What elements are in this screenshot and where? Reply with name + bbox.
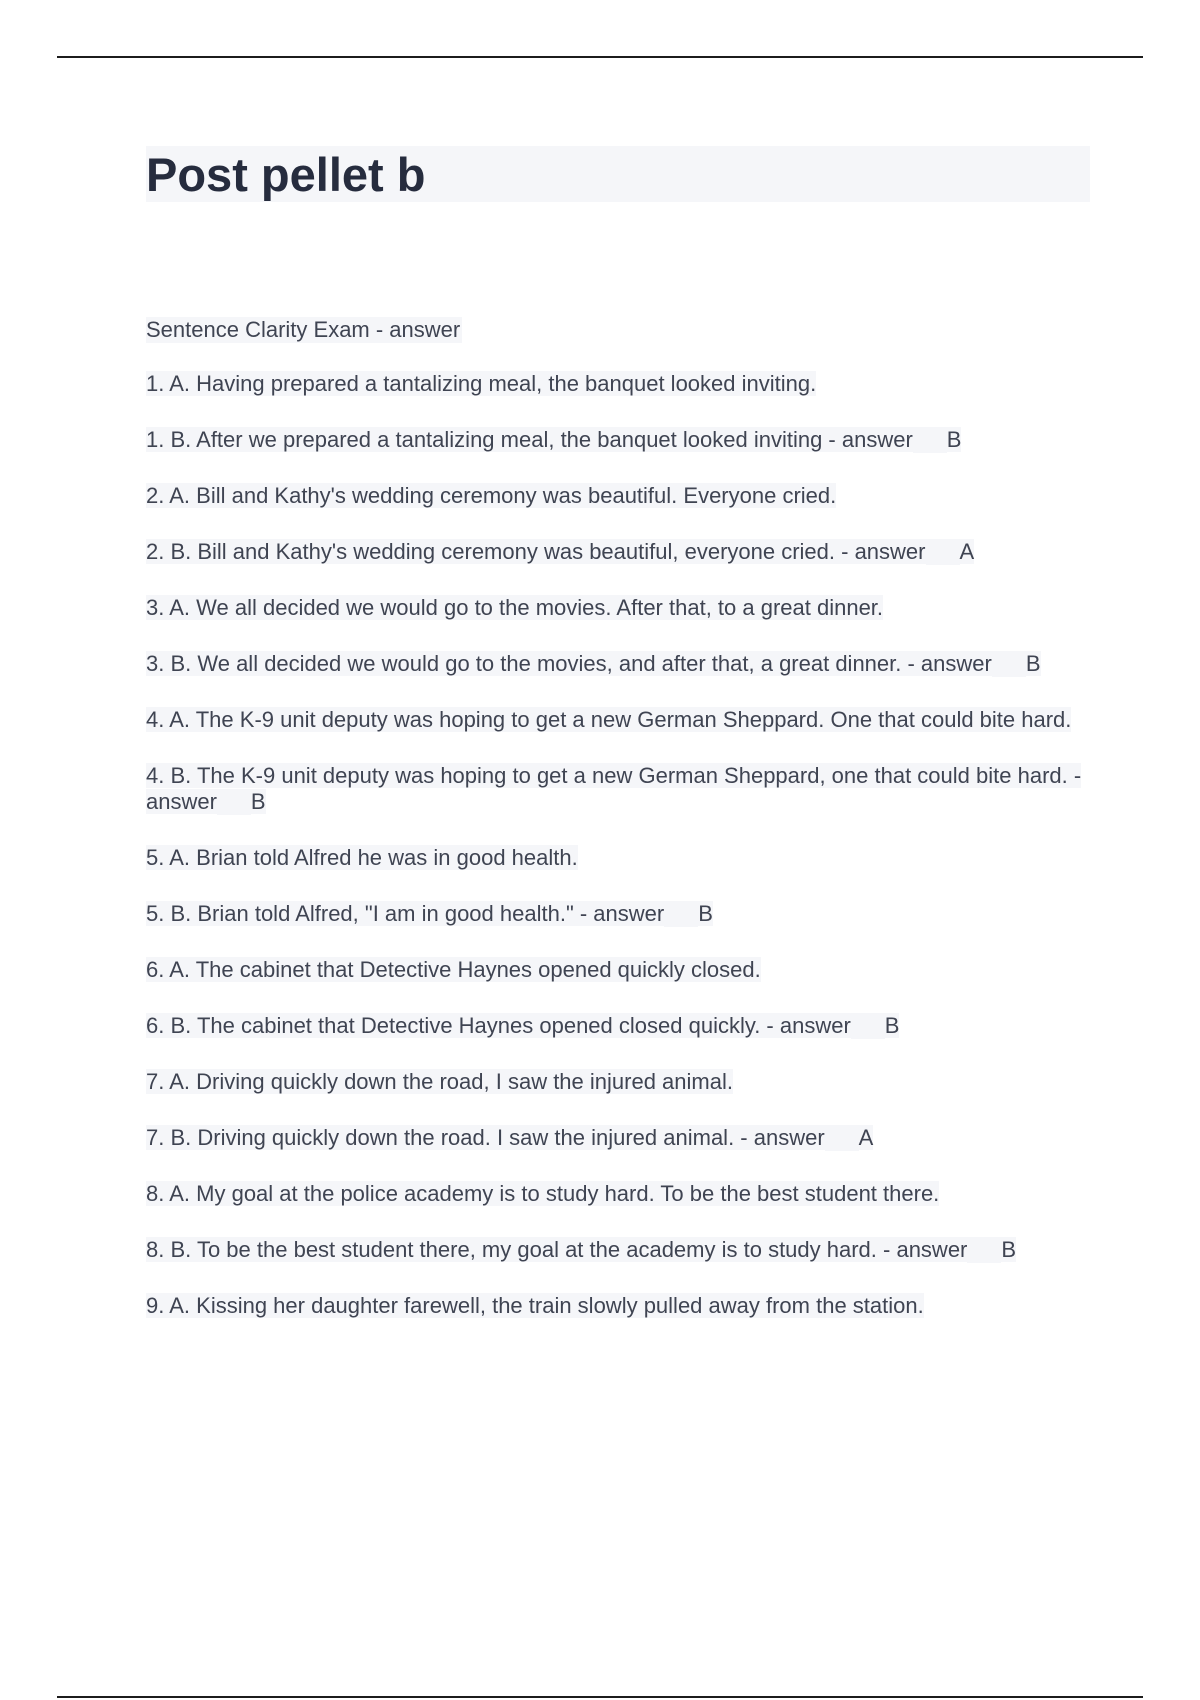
question-item: [146, 845, 1090, 871]
answer-spacer: [967, 1237, 1001, 1263]
question-list: [146, 371, 1090, 1319]
question-item: [146, 483, 1090, 509]
question-text: 1. B. After we prepared a tantalizing meal, the banquet looked inviting - answer: [146, 427, 913, 452]
question-item: [146, 1293, 1090, 1319]
question-text: 4. A. The K-9 unit deputy was hoping to get a new German Sheppard. One that could bite hard.: [146, 707, 1072, 732]
question-item: [146, 707, 1090, 733]
question-item: [146, 651, 1090, 677]
answer-spacer: [664, 901, 698, 927]
answer-letter: B: [250, 789, 266, 814]
question-text: 7. A. Driving quickly down the road, I saw the injured animal.: [146, 1069, 733, 1094]
answer-letter: A: [959, 539, 975, 564]
top-divider: [57, 56, 1143, 58]
answer-spacer: [825, 1125, 859, 1151]
answer-letter: B: [1001, 1237, 1017, 1262]
question-text: 6. B. The cabinet that Detective Haynes opened closed quickly. - answer: [146, 1013, 851, 1038]
question-text: 5. B. Brian told Alfred, "I am in good health." - answer: [146, 901, 665, 926]
question-item: [146, 1069, 1090, 1095]
question-item: [146, 539, 1090, 565]
question-item: [146, 1237, 1090, 1263]
question-item: [146, 427, 1090, 453]
answer-letter: B: [698, 901, 713, 926]
answer-spacer: [926, 539, 960, 565]
answer-spacer: [913, 427, 947, 453]
answer-spacer: [217, 789, 251, 815]
question-text: 8. A. My goal at the police academy is to study hard. To be the best student there.: [146, 1181, 940, 1206]
question-item: [146, 1181, 1090, 1207]
answer-spacer: [851, 1013, 885, 1039]
answer-letter: B: [1025, 651, 1041, 676]
title-band: [146, 146, 1090, 202]
question-text: 3. A. We all decided we would go to the movies. After that, to a great dinner.: [146, 595, 884, 620]
question-item: [146, 763, 1090, 815]
question-text: 1. A. Having prepared a tantalizing meal, the banquet looked inviting.: [146, 371, 817, 396]
document-content: [146, 146, 1090, 1319]
question-text: 2. B. Bill and Kathy's wedding ceremony was beautiful, everyone cried. - answer: [146, 539, 926, 564]
bottom-divider: [57, 1696, 1143, 1698]
exam-subtitle: Sentence Clarity Exam - answer: [146, 317, 461, 342]
answer-letter: B: [946, 427, 962, 452]
document-title: Post pellet b: [146, 148, 426, 201]
question-item: [146, 595, 1090, 621]
question-text: 3. B. We all decided we would go to the movies, and after that, a great dinner. - answer: [146, 651, 992, 676]
question-item: [146, 1125, 1090, 1151]
question-text: 9. A. Kissing her daughter farewell, the train slowly pulled away from the station.: [146, 1293, 924, 1318]
question-item: [146, 957, 1090, 983]
question-text: 5. A. Brian told Alfred he was in good health.: [146, 845, 578, 870]
answer-letter: B: [884, 1013, 900, 1038]
question-text: 8. B. To be the best student there, my goal at the academy is to study hard. - answer: [146, 1237, 968, 1262]
answer-letter: A: [858, 1125, 874, 1150]
question-item: [146, 1013, 1090, 1039]
question-text: 6. A. The cabinet that Detective Haynes opened quickly closed.: [146, 957, 761, 982]
question-text: 2. A. Bill and Kathy's wedding ceremony was beautiful. Everyone cried.: [146, 483, 837, 508]
question-item: [146, 901, 1090, 927]
question-item: [146, 371, 1090, 397]
question-text: 4. B. The K-9 unit deputy was hoping to get a new German Sheppard, one that could bite hard. - answer: [146, 763, 1082, 814]
question-text: 7. B. Driving quickly down the road. I saw the injured animal. - answer: [146, 1125, 825, 1150]
answer-spacer: [992, 651, 1026, 677]
